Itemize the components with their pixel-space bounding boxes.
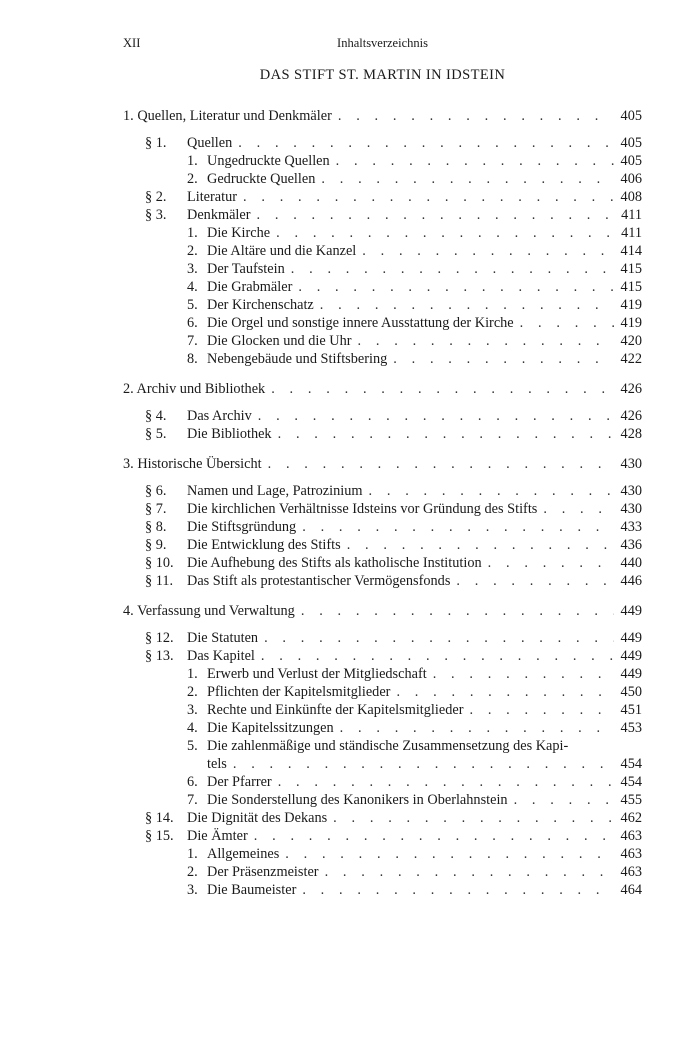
toc-entry-page: 408 [620, 189, 642, 205]
dot-leader [338, 107, 614, 125]
toc-entry [123, 170, 642, 188]
toc-entry-number: § 6. [145, 483, 167, 499]
dot-leader [278, 425, 614, 443]
dot-leader [257, 206, 614, 224]
toc-entry-number: 4. [187, 720, 198, 736]
toc-entry-page: 415 [620, 279, 642, 295]
toc-entry-label [123, 206, 251, 224]
toc-entry [123, 260, 642, 278]
dot-leader [261, 647, 614, 665]
toc-entry-label [123, 683, 390, 701]
dot-leader [233, 755, 614, 773]
toc-entry-page: 405 [620, 135, 642, 151]
toc-entry-page: 430 [620, 456, 642, 472]
toc-entry [123, 500, 642, 518]
toc-entry-title: Verfassung und Verwaltung [137, 603, 295, 619]
dot-leader [347, 536, 614, 554]
toc-entry-title: Die Entwicklung des Stifts [187, 537, 341, 553]
toc-entry-label [123, 809, 327, 827]
toc-entry-page: 405 [620, 108, 642, 124]
toc-entry-number: 2. [187, 171, 198, 187]
toc-entry-page: 449 [620, 666, 642, 682]
toc-entry [123, 296, 642, 314]
toc-entry-label [123, 425, 272, 443]
toc-entry [123, 107, 642, 125]
page-header [123, 36, 642, 54]
toc-entry-label [123, 719, 334, 737]
toc-entry-number: 7. [187, 333, 198, 349]
toc-entry-page: 450 [620, 684, 642, 700]
toc-entry-page: 449 [620, 630, 642, 646]
toc-entry-number: 8. [187, 351, 198, 367]
toc-entry-label [123, 665, 427, 683]
toc-entry-page: 422 [620, 351, 642, 367]
toc-entry-label [123, 134, 232, 152]
toc-entry-title: Quellen [187, 135, 233, 151]
toc-entry-title: Ungedruckte Quellen [207, 153, 330, 169]
toc-entry-page: 419 [620, 297, 642, 313]
toc-entry-number: 1. [187, 666, 198, 682]
toc-entry-label [123, 827, 248, 845]
dot-leader [291, 260, 614, 278]
toc-entry-number: § 8. [145, 519, 167, 535]
toc-entry-title: Quellen, Literatur und Denkmäler [137, 108, 332, 124]
toc-entry-page: 406 [620, 171, 642, 187]
toc-entry [123, 206, 642, 224]
toc-entry-title: Gedruckte Quellen [207, 171, 316, 187]
toc-entry-label [123, 773, 272, 791]
toc-entry-label [123, 188, 237, 206]
toc-entry-label [123, 278, 292, 296]
toc-entry-title: Die Bibliothek [187, 426, 272, 442]
toc-entry-title: Denkmäler [187, 207, 251, 223]
toc-entry-number: 2. [187, 243, 198, 259]
toc-entry-number: § 13. [145, 648, 174, 664]
toc-entry [123, 881, 642, 899]
dot-leader [285, 845, 614, 863]
dot-leader [321, 170, 614, 188]
dot-leader [271, 380, 614, 398]
toc-entry-page: 411 [621, 207, 642, 223]
toc-entry-title: Erwerb und Verlust der Mitgliedschaft [207, 666, 427, 682]
dot-leader [336, 152, 614, 170]
toc-entry-label [123, 500, 537, 518]
toc-entry-page: 463 [620, 864, 642, 880]
toc-entry-page: 415 [620, 261, 642, 277]
dot-leader [340, 719, 614, 737]
dot-leader [298, 278, 614, 296]
toc-entry-number: § 11. [145, 573, 174, 589]
toc-entry-page: 451 [620, 702, 642, 718]
toc-entry-label [123, 482, 363, 500]
toc-entry-title: tels [207, 756, 227, 772]
toc-entry-page: 449 [620, 648, 642, 664]
dot-leader [320, 296, 614, 314]
toc-entry-page: 405 [620, 153, 642, 169]
toc-entry-title: Namen und Lage, Patrozinium [187, 483, 363, 499]
running-title: Inhaltsverzeichnis [337, 36, 428, 50]
toc-entry-page: 428 [620, 426, 642, 442]
toc-entry-title: Pflichten der Kapitelsmitglieder [207, 684, 391, 700]
toc-entry-label [123, 170, 315, 188]
toc-entry-page: 454 [620, 756, 642, 772]
toc-entry-title: Historische Übersicht [137, 456, 262, 472]
toc-entry-title: Der Pfarrer [207, 774, 272, 790]
toc-entry [123, 683, 642, 701]
toc-entry [123, 701, 642, 719]
dot-leader [243, 188, 614, 206]
toc-entry-label [123, 881, 296, 899]
toc-entry [123, 278, 642, 296]
toc-entry-page: 420 [620, 333, 642, 349]
toc-entry-page: 426 [620, 381, 642, 397]
dot-leader [543, 500, 614, 518]
document-title: DAS STIFT ST. MARTIN IN IDSTEIN [259, 67, 506, 83]
toc-entry-page: 436 [620, 537, 642, 553]
toc-entry-page: 446 [620, 573, 642, 589]
toc-entry-number: 5. [187, 297, 198, 313]
dot-leader [488, 554, 614, 572]
toc-entry-label [123, 572, 450, 590]
toc-entry-title: Die Dignität des Dekans [187, 810, 328, 826]
toc-entry [123, 791, 642, 809]
toc-entry [123, 809, 642, 827]
dot-leader [238, 134, 614, 152]
toc-entry-title: Die Kapitelssitzungen [207, 720, 334, 736]
toc-entry-label [123, 554, 482, 572]
toc-entry-number: § 7. [145, 501, 167, 517]
toc-entry-label [123, 863, 319, 881]
toc-entry [123, 554, 642, 572]
toc-entry-number: § 1. [145, 135, 167, 151]
dot-leader [362, 242, 614, 260]
toc-entry-title: Der Präsenzmeister [207, 864, 319, 880]
dot-leader [393, 350, 614, 368]
toc-entry [123, 407, 642, 425]
toc-entry-number: 3. [123, 456, 134, 472]
toc-entry-title: Die Stiftsgründung [187, 519, 297, 535]
toc-entry [123, 242, 642, 260]
toc-entry [123, 602, 642, 620]
toc-entry-label [123, 791, 508, 809]
toc-entry-label [123, 629, 258, 647]
toc-entry [123, 134, 642, 152]
dot-leader [456, 572, 614, 590]
toc-entry-page: 463 [620, 828, 642, 844]
toc-entry [123, 572, 642, 590]
toc-entry [123, 755, 642, 773]
dot-leader [278, 773, 614, 791]
toc-entry-title: Der Taufstein [207, 261, 285, 277]
toc-entry [123, 380, 642, 398]
toc-entry [123, 863, 642, 881]
toc-entry-label [123, 845, 279, 863]
dot-leader [325, 863, 614, 881]
toc-entry-page: 419 [620, 315, 642, 331]
dot-leader [520, 314, 614, 332]
toc-entry-number: 1. [187, 846, 198, 862]
dot-leader [301, 602, 614, 620]
toc-entry-number: 3. [187, 261, 198, 277]
toc-entry [123, 314, 642, 332]
toc-entry-number: 4. [123, 603, 134, 619]
dot-leader [433, 665, 614, 683]
toc-entry-title: Der Kirchenschatz [207, 297, 314, 313]
toc-entry-number: 6. [187, 774, 198, 790]
toc-entry [123, 737, 642, 755]
dot-leader [302, 518, 614, 536]
toc-entry-number: § 9. [145, 537, 167, 553]
toc-entry-number: § 3. [145, 207, 167, 223]
toc-entry [123, 719, 642, 737]
toc-entry-label [123, 332, 352, 350]
toc-entry-number: 1. [187, 225, 198, 241]
toc-entry-title: Die Kirche [207, 225, 271, 241]
toc-entry-number: § 4. [145, 408, 167, 424]
toc-entry-label [123, 602, 295, 620]
toc-entry-title: Nebengebäude und Stiftsbering [207, 351, 388, 367]
toc-entry-label [123, 755, 227, 773]
toc-entry-label [123, 107, 332, 125]
toc-entry [123, 665, 642, 683]
toc-entry-title: Das Kapitel [187, 648, 255, 664]
toc-entry [123, 455, 642, 473]
toc-entry-number: 1. [187, 153, 198, 169]
dot-leader [276, 224, 614, 242]
toc-entry [123, 536, 642, 554]
toc-entry-number: 2. [187, 864, 198, 880]
toc-entry-label [123, 224, 270, 242]
toc-entry-page: 463 [620, 846, 642, 862]
toc-entry-number: § 14. [145, 810, 174, 826]
toc-entry-title: Die Orgel und sonstige innere Ausstattung der Kirche [207, 315, 514, 331]
toc-entry-label [123, 296, 314, 314]
toc-entry-number: 7. [187, 792, 198, 808]
toc-entry-title: Das Archiv [187, 408, 252, 424]
toc-entry-label [123, 242, 356, 260]
dot-leader [514, 791, 614, 809]
table-of-contents [123, 107, 642, 899]
toc-entry-number: 2. [123, 381, 134, 397]
toc-entry-title: Die Ämter [187, 828, 248, 844]
toc-entry-title: Die kirchlichen Verhältnisse Idsteins vor Gründung des Stifts [187, 501, 538, 517]
toc-entry [123, 827, 642, 845]
toc-entry [123, 188, 642, 206]
dot-leader [264, 629, 614, 647]
toc-entry-title: Literatur [187, 189, 238, 205]
toc-entry [123, 845, 642, 863]
toc-entry [123, 350, 642, 368]
toc-entry [123, 518, 642, 536]
toc-entry-number: 1. [123, 108, 134, 124]
toc-entry-number: 3. [187, 702, 198, 718]
dot-leader [254, 827, 614, 845]
toc-entry-title: Die Grabmäler [207, 279, 293, 295]
toc-entry [123, 773, 642, 791]
toc-entry-page: 440 [620, 555, 642, 571]
toc-entry-title: Die Glocken und die Uhr [207, 333, 352, 349]
toc-entry-title: Das Stift als protestantischer Vermögensfonds [187, 573, 451, 589]
toc-entry-number: 3. [187, 882, 198, 898]
toc-entry-title: Die Altäre und die Kanzel [207, 243, 357, 259]
toc-entry-title: Die Baumeister [207, 882, 297, 898]
toc-entry [123, 629, 642, 647]
toc-entry-page: 464 [620, 882, 642, 898]
toc-entry-number: 6. [187, 315, 198, 331]
toc-entry-title: Die Statuten [187, 630, 259, 646]
toc-entry [123, 647, 642, 665]
toc-entry-number: § 15. [145, 828, 174, 844]
dot-leader [469, 701, 614, 719]
toc-entry [123, 482, 642, 500]
toc-entry-page: 455 [620, 792, 642, 808]
toc-entry-page: 430 [620, 483, 642, 499]
toc-entry-label [123, 314, 514, 332]
toc-entry-number: 2. [187, 684, 198, 700]
toc-entry-page: 433 [620, 519, 642, 535]
dot-leader [268, 455, 614, 473]
toc-entry-label [123, 407, 252, 425]
toc-entry-label [123, 380, 265, 398]
toc-entry-label [123, 518, 296, 536]
toc-entry-label [123, 152, 330, 170]
dot-leader [358, 332, 614, 350]
toc-entry-page: 414 [620, 243, 642, 259]
toc-entry [123, 332, 642, 350]
toc-entry-title: Rechte und Einkünfte der Kapitelsmitglieder [207, 702, 464, 718]
page-number: XII [123, 36, 141, 50]
toc-entry-title: Die Aufhebung des Stifts als katholische Institution [187, 555, 482, 571]
toc-entry-page: 453 [620, 720, 642, 736]
toc-entry-title: Die zahlenmäßige und ständische Zusammensetzung des Kapi- [207, 738, 569, 754]
toc-entry-label [123, 701, 463, 719]
toc-entry [123, 152, 642, 170]
toc-entry-title: Allgemeines [207, 846, 280, 862]
toc-entry-number: § 10. [145, 555, 174, 571]
toc-entry-page: 426 [620, 408, 642, 424]
toc-entry-number: § 5. [145, 426, 167, 442]
toc-entry-page: 462 [620, 810, 642, 826]
toc-entry-title: Archiv und Bibliothek [136, 381, 266, 397]
dot-leader [396, 683, 614, 701]
toc-entry-label [123, 737, 568, 755]
toc-entry-number: § 2. [145, 189, 167, 205]
toc-entry [123, 425, 642, 443]
toc-entry-title: Die Sonderstellung des Kanonikers in Oberlahnstein [207, 792, 508, 808]
toc-entry-page: 454 [620, 774, 642, 790]
toc-entry-label [123, 647, 255, 665]
toc-entry-label [123, 455, 262, 473]
toc-entry-number: 4. [187, 279, 198, 295]
dot-leader [258, 407, 614, 425]
toc-entry-number: § 12. [145, 630, 174, 646]
toc-entry-label [123, 536, 341, 554]
dot-leader [369, 482, 615, 500]
toc-entry-page: 449 [620, 603, 642, 619]
dot-leader [302, 881, 614, 899]
toc-entry-number: 5. [187, 738, 198, 754]
dot-leader [333, 809, 614, 827]
toc-entry-label [123, 350, 387, 368]
toc-entry [123, 224, 642, 242]
toc-entry-page: 430 [620, 501, 642, 517]
toc-entry-page: 411 [621, 225, 642, 241]
toc-entry-label [123, 260, 285, 278]
